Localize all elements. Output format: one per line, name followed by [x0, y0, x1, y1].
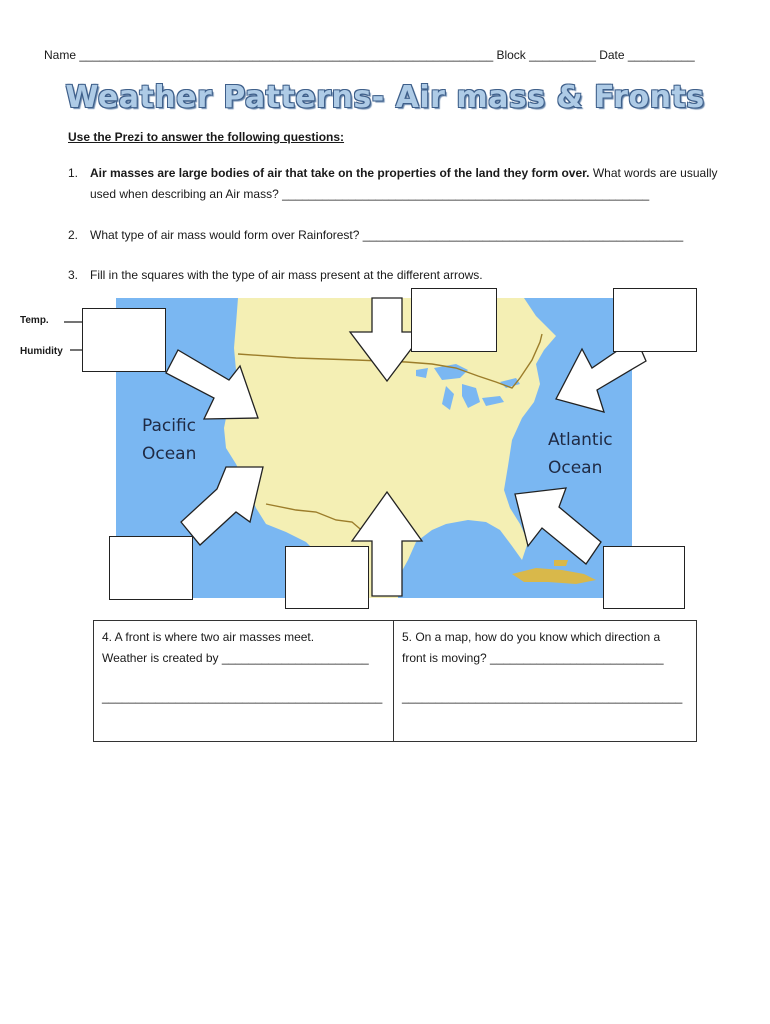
- temp-label: Temp.: [20, 315, 49, 326]
- question-4-line3[interactable]: __________________________________________: [102, 690, 383, 704]
- atlantic-label-line2: Ocean: [548, 458, 603, 478]
- question-1-number: 1.: [68, 166, 79, 180]
- answer-box-north[interactable]: [411, 288, 497, 352]
- pacific-label-line2: Ocean: [142, 444, 197, 464]
- answer-box-northwest[interactable]: [82, 308, 166, 372]
- question-2-text: What type of air mass would form over Rainforest? ________________________________________________: [90, 228, 684, 242]
- atlantic-label-line1: Atlantic: [548, 430, 613, 450]
- question-5-line3[interactable]: __________________________________________: [402, 690, 683, 704]
- question-5-cell: [394, 621, 696, 741]
- question-5-line2[interactable]: front is moving? __________________________: [402, 651, 664, 665]
- question-2-number: 2.: [68, 228, 79, 242]
- answer-box-southeast[interactable]: [603, 546, 685, 609]
- answer-box-south[interactable]: [285, 546, 369, 609]
- page-title: Weather Patterns- Air mass & Fronts: [65, 80, 705, 115]
- question-5-line1: 5. On a map, how do you know which direction a: [402, 630, 661, 644]
- answer-box-northeast[interactable]: [613, 288, 697, 352]
- arrow-southwest: [181, 467, 263, 545]
- answer-box-southwest[interactable]: [109, 536, 193, 600]
- instructions: Use the Prezi to answer the following questions:: [68, 130, 345, 144]
- arrow-southeast: [515, 488, 601, 564]
- name-block-date-line: Name ______________________________________________________________ Block __________ Date __________: [44, 48, 695, 62]
- question-4-cell: [94, 621, 394, 741]
- question-4-line1: 4. A front is where two air masses meet.: [102, 630, 315, 644]
- pacific-label-line1: Pacific: [142, 416, 197, 436]
- arrow-northwest: [166, 350, 258, 419]
- humidity-label: Humidity: [20, 346, 63, 357]
- question-3-number: 3.: [68, 268, 79, 282]
- answer-table: [93, 620, 697, 742]
- question-1-rest: What words are usually used when describing an Air mass? _______________________________________________________: [90, 166, 718, 201]
- question-1-bold: Air masses are large bodies of air that take on the properties of the land they form over.: [90, 166, 590, 180]
- question-4-line2[interactable]: Weather is created by ______________________: [102, 651, 369, 665]
- question-3-text: Fill in the squares with the type of air mass present at the different arrows.: [90, 268, 483, 282]
